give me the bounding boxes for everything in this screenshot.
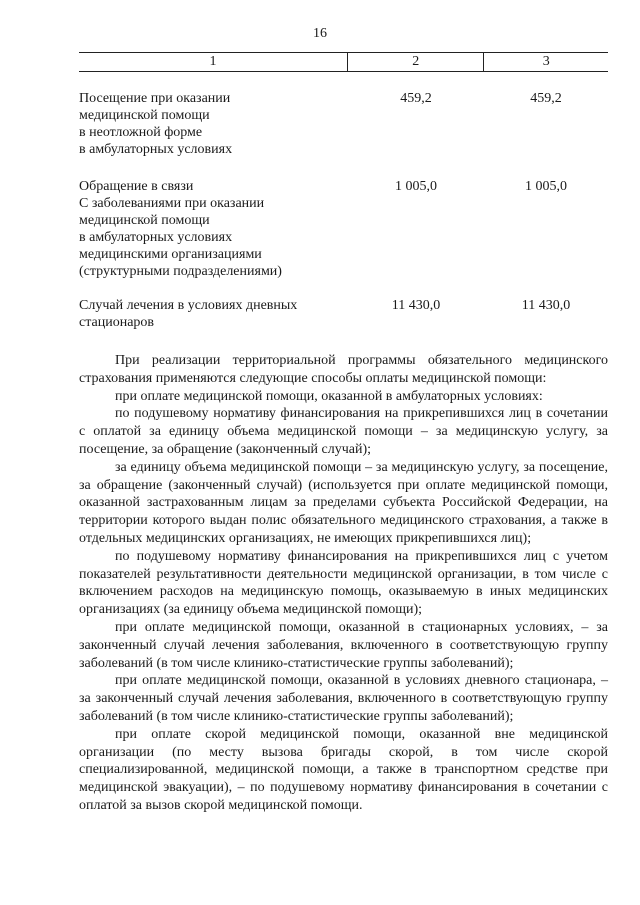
paragraph: по подушевому нормативу финансирования на прикрепившихся лиц с учетом показателей результативности деятельности медицинской организации, в том числе с включением расходов на медицинскую помощь, оказываемую в иных медицинских организациях (за единицу объема медицинской помощи); — [79, 548, 608, 618]
row-label: Случай лечения в условиях дневных стационаров — [79, 298, 298, 330]
row-value-col-3: 459,2 — [530, 91, 562, 106]
paragraph: при оплате скорой медицинской помощи, оказанной вне медицинской организации (по месту вызова бригады скорой, в том числе скорой специализированной, медицинской помощи, а также в транспортном средстве при медицинской эвакуации), – по подушевому нормативу финансирования в сочетании с оплатой за вызов скорой медицинской помощи. — [79, 726, 608, 813]
row-value-col-3: 11 430,0 — [521, 298, 571, 313]
paragraph: за единицу объема медицинской помощи – за медицинскую услугу, за посещение, за обращение (законченный случай) (используется при оплате медицинской помощи, оказанной застрахованным лицам за пределами субъекта Российской Федерации, на территории которого выдан полис обязательного медицинского страхования, а также в отдельных медицинских организациях, не имеющих прикрепившихся лиц); — [79, 459, 608, 546]
table-header-col-1: 1 — [209, 54, 217, 69]
paragraph: при оплате медицинской помощи, оказанной в амбулаторных условиях: — [115, 388, 543, 404]
row-value-col-3: 1 005,0 — [525, 179, 567, 194]
table-row — [79, 178, 608, 280]
table-header-col-3: 3 — [483, 53, 608, 71]
paragraph: при оплате медицинской помощи, оказанной в стационарных условиях, – за законченный случай лечения заболевания, включенного в соответствующую группу заболеваний (в том числе клинико-статистические группы заболеваний); — [79, 619, 608, 671]
paragraph: при оплате медицинской помощи, оказанной в условиях дневного стационара, – за законченный случай лечения заболевания, включенного в соответствующую группу заболеваний (в том числе клинико-статистические группы заболеваний); — [79, 673, 608, 724]
row-value-col-2: 459,2 — [400, 91, 432, 106]
row-value-col-2: 1 005,0 — [395, 179, 437, 194]
table-header — [79, 52, 608, 72]
table-row — [79, 297, 608, 331]
paragraph: При реализации территориальной программы обязательного медицинского страхования применяются следующие способы оплаты медицинской помощи: — [79, 353, 608, 386]
body-text — [79, 352, 608, 815]
row-value-col-2: 11 430,0 — [391, 298, 441, 313]
table-header-col-2: 2 — [347, 53, 483, 71]
page-number: 16 — [313, 26, 327, 41]
row-label: Посещение при оказании медицинской помощи в неотложной форме в амбулаторных условиях — [79, 91, 233, 157]
row-label: Обращение в связи С заболеваниями при оказании медицинской помощи в амбулаторных условиях медицинскими организациями (структурными подразделениями) — [79, 179, 282, 279]
paragraph: по подушевому нормативу финансирования на прикрепившихся лиц в сочетании с оплатой за единицу объема медицинской помощи – за медицинскую услугу, за посещение, за обращение (законченный случай); — [79, 406, 608, 457]
table-row — [79, 90, 608, 158]
